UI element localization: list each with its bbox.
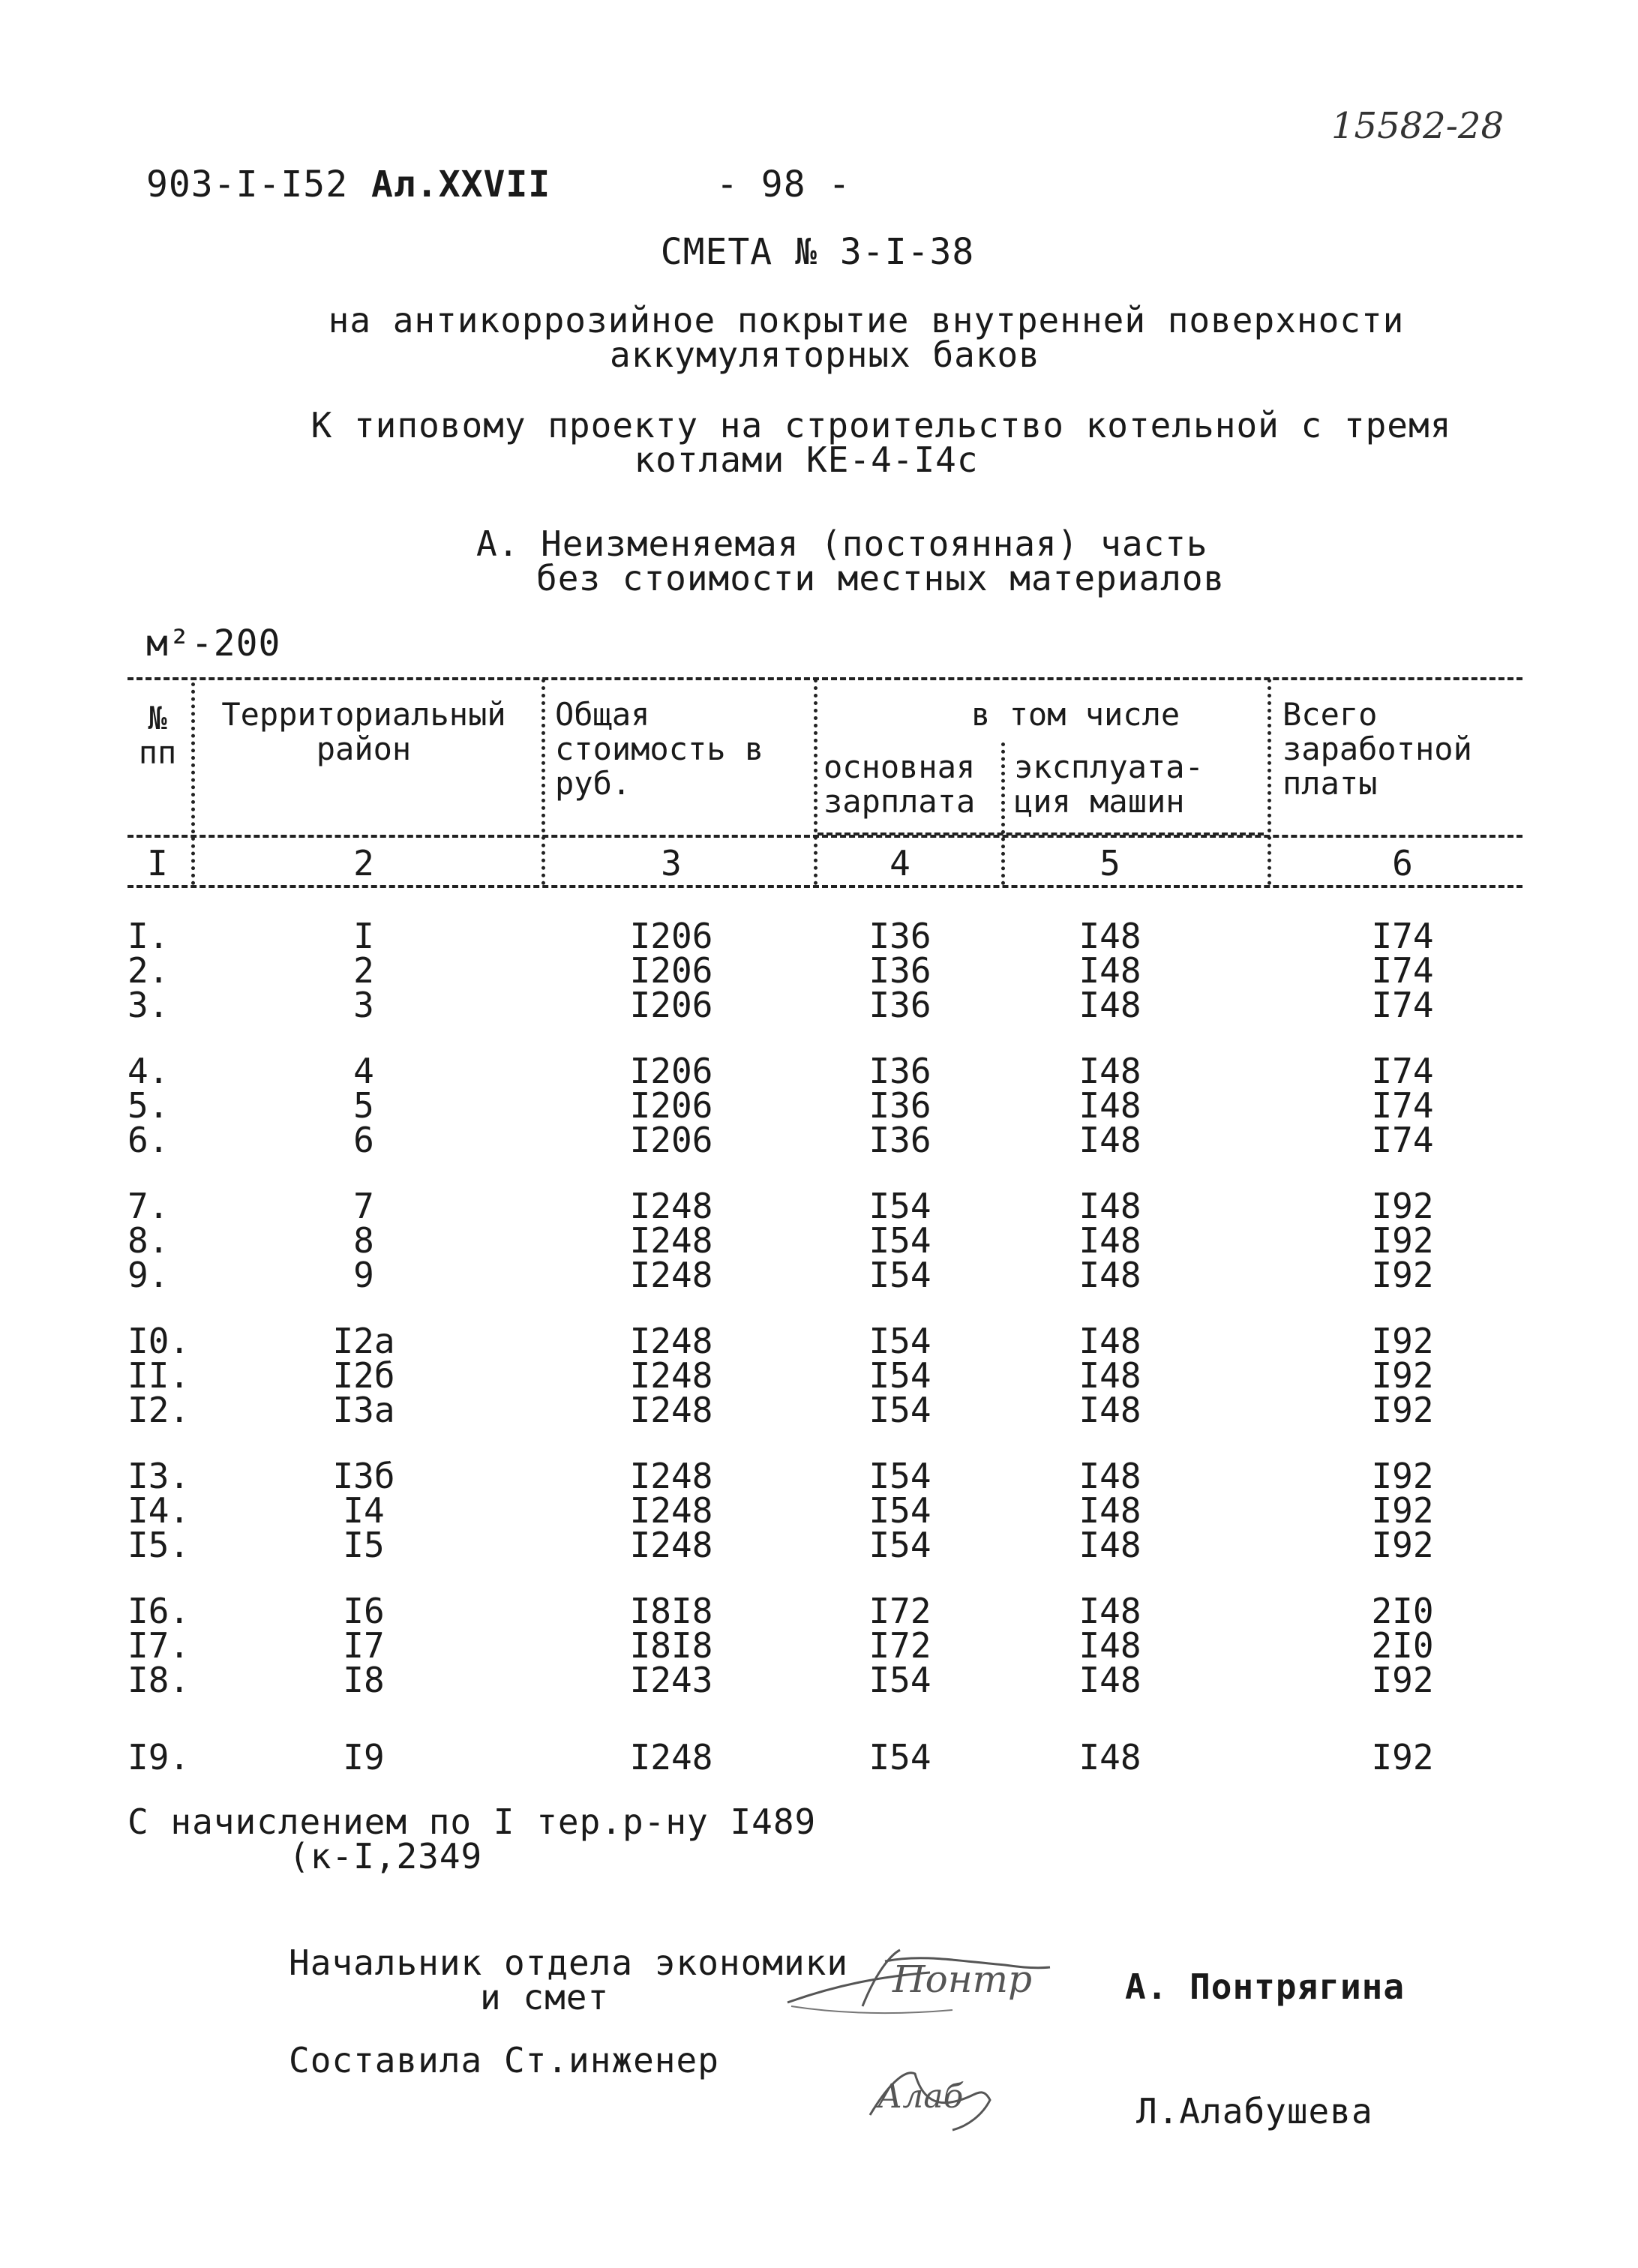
machine-operation-cell: I48 (1078, 1220, 1142, 1261)
head-title-line1: Начальник отдела экономики (289, 1942, 849, 1983)
row-no-cell: I8. (128, 1660, 190, 1700)
section-line1: А. Неизменяемая (постоянная) часть (476, 524, 1208, 564)
colnum-1: I (147, 843, 168, 884)
base-salary-cell: I54 (868, 1490, 932, 1531)
total-cost-cell: I206 (629, 950, 713, 991)
header-including: в том числе (971, 696, 1180, 733)
base-salary-cell: I72 (868, 1625, 932, 1666)
region-cell: I2б (332, 1355, 395, 1396)
region-cell: I2а (332, 1321, 395, 1361)
machine-operation-cell: I48 (1078, 1120, 1142, 1160)
colnum-3: 3 (661, 843, 682, 884)
section-line2: без стоимости местных материалов (536, 558, 1226, 598)
machine-operation-cell: I48 (1078, 1051, 1142, 1091)
header-wages: Всего заработной платы (1282, 696, 1472, 802)
col-divider-2 (542, 679, 545, 885)
total-cost-cell: I248 (629, 1255, 713, 1295)
machine-operation-cell: I48 (1078, 916, 1142, 956)
region-cell: I7 (343, 1625, 385, 1666)
machine-operation-cell: I48 (1078, 1525, 1142, 1565)
head-name: А. Понтрягина (1125, 1966, 1406, 2007)
col-divider-1 (191, 682, 195, 885)
total-cost-cell: I248 (629, 1490, 713, 1531)
row-no-cell: 5. (128, 1085, 170, 1126)
region-cell: I5 (343, 1525, 385, 1565)
total-wages-cell: I92 (1371, 1220, 1434, 1261)
row-no-cell: I5. (128, 1525, 190, 1565)
machine-operation-cell: I48 (1078, 1660, 1142, 1700)
region-cell: 7 (353, 1186, 374, 1226)
unit-label: м²-200 (146, 622, 281, 664)
header-machines: эксплуата- ция машин (1014, 748, 1204, 820)
base-salary-cell: I72 (868, 1591, 932, 1631)
author-name: Л.Алабушева (1136, 2091, 1373, 2132)
base-salary-cell: I54 (868, 1390, 932, 1430)
total-wages-cell: I92 (1371, 1255, 1434, 1295)
region-cell: 6 (353, 1120, 374, 1160)
total-wages-cell: I92 (1371, 1737, 1434, 1778)
header-no: № пп (138, 700, 177, 771)
colnum-2: 2 (353, 843, 374, 884)
region-cell: 3 (353, 985, 374, 1025)
total-cost-cell: I206 (629, 1085, 713, 1126)
base-salary-cell: I54 (868, 1186, 932, 1226)
base-salary-cell: I54 (868, 1255, 932, 1295)
row-no-cell: 9. (128, 1255, 170, 1295)
machine-operation-cell: I48 (1078, 1625, 1142, 1666)
base-salary-cell: I54 (868, 1660, 932, 1700)
total-cost-cell: I248 (629, 1321, 713, 1361)
total-wages-cell: I92 (1371, 1390, 1434, 1430)
total-wages-cell: I74 (1371, 1085, 1434, 1126)
total-wages-cell: 2I0 (1371, 1591, 1434, 1631)
row-no-cell: II. (128, 1355, 190, 1396)
machine-operation-cell: I48 (1078, 1490, 1142, 1531)
machine-operation-cell: I48 (1078, 1085, 1142, 1126)
project-line1: К типовому проекту на строительство котельной с тремя (310, 405, 1452, 446)
total-cost-cell: I248 (629, 1525, 713, 1565)
machine-operation-cell: I48 (1078, 1456, 1142, 1496)
total-wages-cell: I92 (1371, 1660, 1434, 1700)
row-no-cell: I3. (128, 1456, 190, 1496)
total-wages-cell: I92 (1371, 1525, 1434, 1565)
estimate-subtitle-line1: на антикоррозийное покрытие внутренней поверхности (328, 300, 1405, 340)
base-salary-cell: I54 (868, 1321, 932, 1361)
row-no-cell: 2. (128, 950, 170, 991)
region-cell: 5 (353, 1085, 374, 1126)
machine-operation-cell: I48 (1078, 1390, 1142, 1430)
row-no-cell: I4. (128, 1490, 190, 1531)
region-cell: I4 (343, 1490, 385, 1531)
header-bottom-rule (128, 835, 1522, 838)
region-cell: I3а (332, 1390, 395, 1430)
total-cost-cell: I206 (629, 1120, 713, 1160)
total-wages-cell: 2I0 (1371, 1625, 1434, 1666)
machine-operation-cell: I48 (1078, 950, 1142, 991)
album-number: Ал.XXVII (371, 164, 551, 206)
base-salary-cell: I54 (868, 1525, 932, 1565)
region-cell: I6 (343, 1591, 385, 1631)
row-no-cell: 3. (128, 985, 170, 1025)
row-no-cell: 8. (128, 1220, 170, 1261)
colnum-4: 4 (890, 843, 910, 884)
document-code: 903-I-I52 (146, 164, 349, 206)
header-total: Общая стоимость в руб. (555, 696, 764, 802)
total-wages-cell: I92 (1371, 1186, 1434, 1226)
total-wages-cell: I92 (1371, 1490, 1434, 1531)
col-divider-5 (1268, 679, 1271, 885)
total-wages-cell: I92 (1371, 1355, 1434, 1396)
base-salary-cell: I36 (868, 1120, 932, 1160)
region-cell: I9 (343, 1737, 385, 1778)
region-cell: I3б (332, 1456, 395, 1496)
region-cell: 9 (353, 1255, 374, 1295)
base-salary-cell: I54 (868, 1220, 932, 1261)
machine-operation-cell: I48 (1078, 1355, 1142, 1396)
row-no-cell: 7. (128, 1186, 170, 1226)
total-cost-cell: I206 (629, 985, 713, 1025)
region-cell: 4 (353, 1051, 374, 1091)
total-cost-cell: I248 (629, 1220, 713, 1261)
total-cost-cell: I248 (629, 1737, 713, 1778)
base-salary-cell: I54 (868, 1456, 932, 1496)
total-wages-cell: I74 (1371, 985, 1434, 1025)
region-cell: I8 (343, 1660, 385, 1700)
total-cost-cell: I8I8 (629, 1625, 713, 1666)
base-salary-cell: I36 (868, 950, 932, 991)
row-no-cell: 4. (128, 1051, 170, 1091)
machine-operation-cell: I48 (1078, 1255, 1142, 1295)
head-signature-text: Понтр (892, 1958, 1033, 2001)
header-region: Территориальный район (221, 696, 506, 767)
accrual-coefficient: (к-I,2349 (289, 1836, 483, 1876)
total-wages-cell: I74 (1371, 1120, 1434, 1160)
estimate-title: СМЕТА № 3-I-38 (660, 231, 975, 273)
machine-operation-cell: I48 (1078, 1591, 1142, 1631)
col-divider-4 (1001, 742, 1005, 885)
archive-stamp: 15582-28 (1331, 105, 1504, 147)
region-cell: 8 (353, 1220, 374, 1261)
base-salary-cell: I54 (868, 1355, 932, 1396)
total-wages-cell: I74 (1371, 1051, 1434, 1091)
machine-operation-cell: I48 (1078, 985, 1142, 1025)
region-cell: 2 (353, 950, 374, 991)
col-divider-3 (814, 679, 818, 885)
project-line2: котлами КЕ-4-I4с (634, 440, 979, 480)
total-wages-cell: I74 (1371, 950, 1434, 991)
base-salary-cell: I36 (868, 916, 932, 956)
total-cost-cell: I248 (629, 1390, 713, 1430)
region-cell: I (353, 916, 374, 956)
head-title-line2: и смет (480, 1977, 610, 2018)
table-top-rule (128, 677, 1522, 680)
accrual-note: С начислением по I тер.р-ну I489 (128, 1802, 817, 1842)
author-title: Составила Ст.инженер (289, 2040, 719, 2080)
total-cost-cell: I248 (629, 1355, 713, 1396)
row-no-cell: I6. (128, 1591, 190, 1631)
row-no-cell: I7. (128, 1625, 190, 1666)
base-salary-cell: I36 (868, 985, 932, 1025)
machine-operation-cell: I48 (1078, 1737, 1142, 1778)
colnum-bottom-rule (128, 885, 1522, 888)
base-salary-cell: I36 (868, 1085, 932, 1126)
row-no-cell: I2. (128, 1390, 190, 1430)
machine-operation-cell: I48 (1078, 1321, 1142, 1361)
row-no-cell: I0. (128, 1321, 190, 1361)
page-number: - 98 - (716, 164, 851, 206)
base-salary-cell: I36 (868, 1051, 932, 1091)
total-wages-cell: I74 (1371, 916, 1434, 956)
machine-operation-cell: I48 (1078, 1186, 1142, 1226)
total-cost-cell: I243 (629, 1660, 713, 1700)
base-salary-cell: I54 (868, 1737, 932, 1778)
row-no-cell: I9. (128, 1737, 190, 1778)
total-cost-cell: I248 (629, 1456, 713, 1496)
total-wages-cell: I92 (1371, 1456, 1434, 1496)
total-wages-cell: I92 (1371, 1321, 1434, 1361)
total-cost-cell: I8I8 (629, 1591, 713, 1631)
colnum-6: 6 (1392, 843, 1413, 884)
estimate-subtitle-line2: аккумуляторных баков (610, 334, 1040, 375)
total-cost-cell: I248 (629, 1186, 713, 1226)
total-cost-cell: I206 (629, 916, 713, 956)
header-salary: основная зарплата (824, 748, 976, 820)
row-no-cell: 6. (128, 1120, 170, 1160)
colnum-5: 5 (1100, 843, 1120, 884)
author-signature-text: Алаб (878, 2078, 964, 2116)
row-no-cell: I. (128, 916, 170, 956)
total-cost-cell: I206 (629, 1051, 713, 1091)
